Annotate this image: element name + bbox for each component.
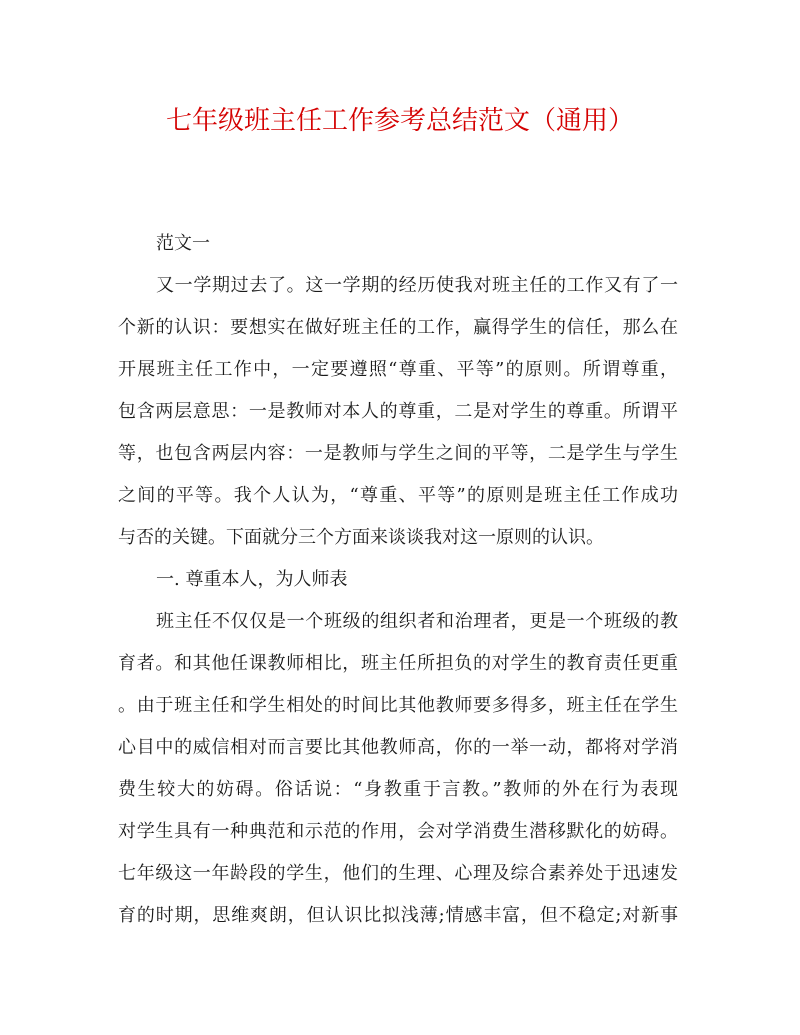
paragraph-line: 育的时期，思维爽朗，但认识比拟浅薄;情感丰富，但不稳定;对新事 bbox=[118, 905, 678, 926]
paragraph-line: 七年级这一年龄段的学生，他们的生理、心理及综合素养处于迅速发 bbox=[118, 863, 678, 884]
paragraph-line: 等，也包含两层内容：一是教师与学生之间的平等，二是学生与学生 bbox=[118, 443, 678, 464]
section-label: 范文一 bbox=[156, 233, 210, 254]
paragraph-line: 心目中的威信相对而言要比其他教师高，你的一举一动，都将对学消 bbox=[118, 737, 678, 758]
paragraph-line: 个新的认识：要想实在做好班主任的工作，赢得学生的信任，那么在 bbox=[118, 317, 678, 338]
paragraph-line: 对学生具有一种典范和示范的作用，会对学消费生潜移默化的妨碍。 bbox=[118, 821, 678, 842]
paragraph-line: 包含两层意思：一是教师对本人的尊重，二是对学生的尊重。所谓平 bbox=[118, 401, 678, 422]
paragraph-line: 费生较大的妨碍。俗话说：“身教重于言教。”教师的外在行为表现 bbox=[118, 779, 678, 800]
paragraph-line: 之间的平等。我个人认为，“尊重、平等”的原则是班主任工作成功 bbox=[118, 485, 678, 506]
paragraph-line: 开展班主任工作中，一定要遵照“尊重、平等”的原则。所谓尊重， bbox=[118, 359, 678, 380]
section-heading: 一. 尊重本人，为人师表 bbox=[156, 569, 348, 590]
paragraph-line: 育者。和其他任课教师相比，班主任所担负的对学生的教育责任更重 bbox=[118, 653, 678, 674]
paragraph-line: 。由于班主任和学生相处的时间比其他教师要多得多，班主任在学生 bbox=[118, 695, 678, 716]
document-title: 七年级班主任工作参考总结范文（通用） bbox=[165, 106, 634, 136]
paragraph-line: 又一学期过去了。这一学期的经历使我对班主任的工作又有了一 bbox=[156, 275, 678, 296]
paragraph-line: 班主任不仅仅是一个班级的组织者和治理者，更是一个班级的教 bbox=[156, 611, 678, 632]
paragraph-line: 与否的关键。下面就分三个方面来谈谈我对这一原则的认识。 bbox=[118, 527, 604, 548]
